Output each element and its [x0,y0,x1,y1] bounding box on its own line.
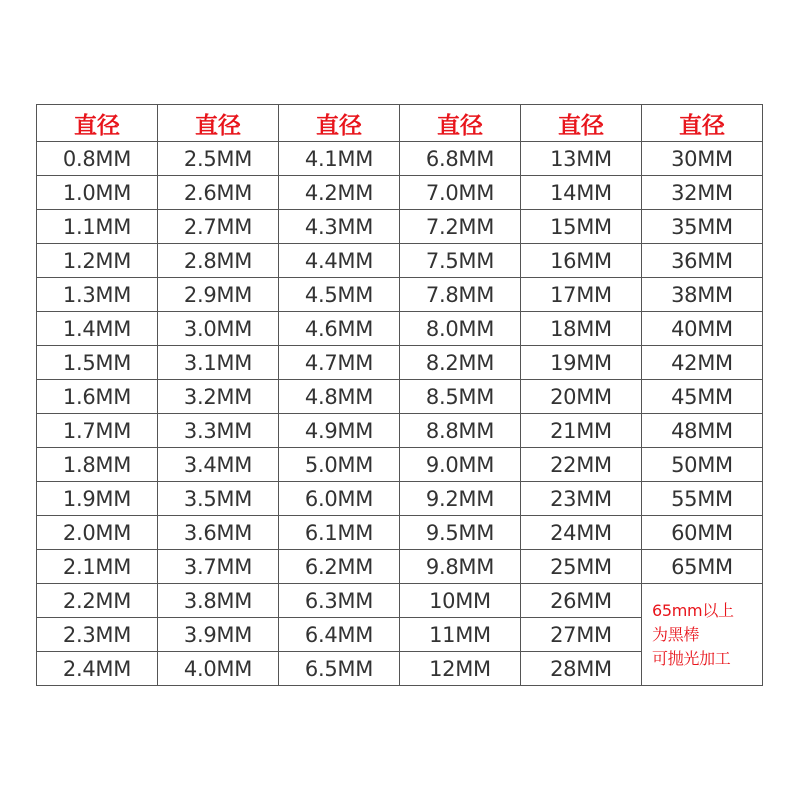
table-row [37,312,763,346]
table-row [37,482,763,516]
column-header: 直径 [521,105,642,142]
table-cell: 3.9MM [158,618,279,652]
table-cell: 65MM [642,550,763,584]
table-cell: 40MM [642,312,763,346]
table-cell: 2.6MM [158,176,279,210]
column-header: 直径 [400,105,521,142]
table-row [37,550,763,584]
table-cell: 42MM [642,346,763,380]
table-cell: 5.0MM [279,448,400,482]
table-cell: 7.0MM [400,176,521,210]
table-cell: 2.4MM [37,652,158,686]
table-cell: 1.7MM [37,414,158,448]
column-header: 直径 [642,105,763,142]
table-body [37,142,763,686]
table-cell: 6.2MM [279,550,400,584]
table-cell: 1.8MM [37,448,158,482]
table-cell: 9.2MM [400,482,521,516]
table-cell: 1.5MM [37,346,158,380]
table-cell: 7.2MM [400,210,521,244]
table-cell: 8.8MM [400,414,521,448]
table-cell: 2.9MM [158,278,279,312]
table-cell: 35MM [642,210,763,244]
table-cell: 30MM [642,142,763,176]
table-cell: 4.6MM [279,312,400,346]
table-cell: 14MM [521,176,642,210]
table-cell: 6.3MM [279,584,400,618]
table-row [37,380,763,414]
table-cell: 3.0MM [158,312,279,346]
table-cell: 25MM [521,550,642,584]
table-cell: 1.9MM [37,482,158,516]
table-cell: 55MM [642,482,763,516]
column-header: 直径 [158,105,279,142]
table-cell: 4.4MM [279,244,400,278]
table-cell: 3.8MM [158,584,279,618]
table-cell: 2.8MM [158,244,279,278]
table-cell: 3.4MM [158,448,279,482]
table-cell: 4.1MM [279,142,400,176]
table-cell: 2.3MM [37,618,158,652]
table-cell: 45MM [642,380,763,414]
table-cell: 3.7MM [158,550,279,584]
table-cell: 3.5MM [158,482,279,516]
table-cell: 18MM [521,312,642,346]
table-cell: 0.8MM [37,142,158,176]
table-cell: 4.8MM [279,380,400,414]
table-cell: 28MM [521,652,642,686]
table-cell: 9.8MM [400,550,521,584]
table-cell: 4.0MM [158,652,279,686]
table-cell: 17MM [521,278,642,312]
table-cell: 4.2MM [279,176,400,210]
table-cell: 4.5MM [279,278,400,312]
diameter-spec-table [36,104,763,686]
table-cell: 50MM [642,448,763,482]
column-header: 直径 [279,105,400,142]
table-cell: 8.2MM [400,346,521,380]
table-cell: 1.2MM [37,244,158,278]
table-cell: 6.1MM [279,516,400,550]
table-cell: 24MM [521,516,642,550]
table-cell: 16MM [521,244,642,278]
table-cell: 7.8MM [400,278,521,312]
table-row [37,210,763,244]
table-cell: 19MM [521,346,642,380]
table-header [37,105,763,142]
table-cell: 9.0MM [400,448,521,482]
table-row [37,278,763,312]
table-cell: 27MM [521,618,642,652]
table-row [37,346,763,380]
note-line: 65mm以上 [652,600,734,620]
table-cell: 60MM [642,516,763,550]
table-cell: 38MM [642,278,763,312]
table-cell: 22MM [521,448,642,482]
table-cell: 1.1MM [37,210,158,244]
column-header: 直径 [37,105,158,142]
header-row [37,105,763,142]
table-cell: 6.8MM [400,142,521,176]
table-row [37,176,763,210]
table-row [37,584,763,618]
table-cell: 3.2MM [158,380,279,414]
table-cell: 4.9MM [279,414,400,448]
table-cell: 8.5MM [400,380,521,414]
table-cell: 13MM [521,142,642,176]
table-cell: 2.1MM [37,550,158,584]
table-cell: 23MM [521,482,642,516]
table-cell: 3.1MM [158,346,279,380]
table-cell: 48MM [642,414,763,448]
table-cell: 2.7MM [158,210,279,244]
table-cell: 2.0MM [37,516,158,550]
table-cell: 21MM [521,414,642,448]
table-cell: 20MM [521,380,642,414]
table-cell: 1.0MM [37,176,158,210]
table-cell: 1.3MM [37,278,158,312]
table-cell: 6.4MM [279,618,400,652]
table-cell: 9.5MM [400,516,521,550]
black-bar-note [642,584,763,686]
table-cell: 8.0MM [400,312,521,346]
table-cell: 6.0MM [279,482,400,516]
table-cell: 4.7MM [279,346,400,380]
table-row [37,142,763,176]
table-cell: 1.4MM [37,312,158,346]
table-cell: 7.5MM [400,244,521,278]
table-cell: 1.6MM [37,380,158,414]
table-cell: 2.5MM [158,142,279,176]
table-cell: 6.5MM [279,652,400,686]
table-row [37,516,763,550]
table-cell: 10MM [400,584,521,618]
table-cell: 36MM [642,244,763,278]
note-line: 为黑棒 [652,624,700,644]
table-cell: 26MM [521,584,642,618]
table-cell: 3.3MM [158,414,279,448]
table-cell: 32MM [642,176,763,210]
table-cell: 11MM [400,618,521,652]
note-line: 可抛光加工 [652,648,731,668]
table-cell: 2.2MM [37,584,158,618]
table-cell: 4.3MM [279,210,400,244]
table-cell: 3.6MM [158,516,279,550]
table-cell: 15MM [521,210,642,244]
table-cell: 12MM [400,652,521,686]
table-row [37,414,763,448]
table-row [37,448,763,482]
table-row [37,244,763,278]
